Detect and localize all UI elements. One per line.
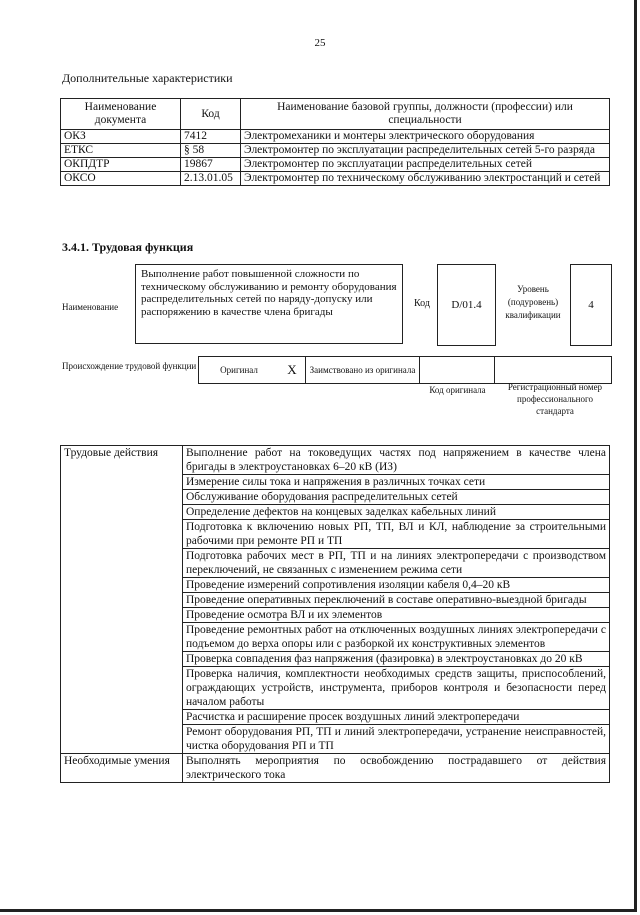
action-item: Проведение оперативных переключений в составе оперативно-выездной бригады <box>183 593 610 608</box>
action-item: Подготовка к включению новых РП, ТП, ВЛ и КЛ, наблюдение за строительными рабочими при ремонте РП и ТП <box>183 520 610 549</box>
level-value: 4 <box>588 299 594 311</box>
action-item: Проведение осмотра ВЛ и их элементов <box>183 608 610 623</box>
table-row <box>61 130 610 144</box>
action-item: Определение дефектов на концевых заделках кабельных линий <box>183 505 610 520</box>
skills-label: Необходимые умения <box>61 754 183 783</box>
original-label: Оригинал <box>220 365 258 375</box>
action-item: Измерение силы тока и напряжения в различных точках сети <box>183 475 610 490</box>
table-row <box>61 144 610 158</box>
cell-name: Электромонтер по эксплуатации распределительных сетей <box>241 158 610 172</box>
cell-document: ОКСО <box>61 172 181 186</box>
action-item: Проверка наличия, комплектности необходимых средств защиты, приспособлений, ограждающих устройств, инструмента, приборов контроля и безопасности перед началом работы <box>183 667 610 710</box>
actions-label: Трудовые действия <box>61 446 183 754</box>
divider <box>494 357 495 383</box>
section-title: 3.4.1. Трудовая функция <box>62 240 194 254</box>
header-group-name: Наименование базовой группы, должности (профессии) или специальности <box>241 99 610 130</box>
header-code: Код <box>181 99 241 130</box>
table-row <box>61 754 610 783</box>
function-name-text: Выполнение работ повышенной сложности по техническому обслуживанию и ремонту оборудования распределительных сетей по наряду-допуску или распоряжению в качестве члена бригады <box>141 268 397 318</box>
action-item: Ремонт оборудования РП, ТП и линий электропередачи, устранение неисправностей, чистка оборудования РП и ТП <box>183 725 610 754</box>
origin-box <box>198 356 612 384</box>
action-item: Проведение ремонтных работ на отключенных воздушных линиях электропередачи с подъемом до верха опоры или с разборкой их конструктивных элементов <box>183 623 610 652</box>
divider <box>419 357 420 383</box>
action-item: Выполнение работ на токоведущих частях под напряжением в качестве члена бригады в электроустановках 6–20 кВ (ИЗ) <box>183 446 610 475</box>
function-name-box <box>135 264 403 344</box>
name-label: Наименование <box>62 302 119 312</box>
cell-name: Электромонтер по эксплуатации распределительных сетей 5-го разряда <box>241 144 610 158</box>
cell-code: 7412 <box>181 130 241 144</box>
header-document: Наименование документа <box>61 99 181 130</box>
code-original-label: Код оригинала <box>429 385 486 395</box>
cell-code: 19867 <box>181 158 241 172</box>
table-header-row <box>61 99 610 130</box>
code-label: Код <box>414 298 430 309</box>
cell-document: ОКПДТР <box>61 158 181 172</box>
reg-number-label: Регистрационный номер профессионального стандарта <box>507 382 603 416</box>
level-label: Уровень (подуровень) квалификации <box>505 284 561 320</box>
level-box <box>570 264 612 346</box>
action-item: Проверка совпадения фаз напряжения (фазировка) в электроустановках до 20 кВ <box>183 652 610 667</box>
origin-label: Происхождение трудовой функции <box>62 361 197 371</box>
cell-code: 2.13.01.05 <box>181 172 241 186</box>
skill-item: Выполнять мероприятия по освобождению пострадавшего от действия электрического тока <box>183 754 610 783</box>
cell-code: § 58 <box>181 144 241 158</box>
action-item: Проведение измерений сопротивления изоляции кабеля 0,4–20 кВ <box>183 578 610 593</box>
code-box <box>437 264 496 346</box>
action-item: Расчистка и расширение просек воздушных линий электропередачи <box>183 710 610 725</box>
labor-actions-table <box>60 445 610 783</box>
page-number: 25 <box>314 37 326 49</box>
table-row <box>61 172 610 186</box>
cell-name: Электромонтер по техническому обслуживанию электростанций и сетей <box>241 172 610 186</box>
action-item: Подготовка рабочих мест в РП, ТП и на линиях электропередачи с производством переключений, не связанных с изменением режима сети <box>183 549 610 578</box>
borrowed-label: Заимствовано из оригинала <box>309 365 416 375</box>
cell-name: Электромеханики и монтеры электрического оборудования <box>241 130 610 144</box>
original-mark: X <box>287 362 297 377</box>
code-value: D/01.4 <box>451 299 482 311</box>
cell-document: ОКЗ <box>61 130 181 144</box>
table-row <box>61 158 610 172</box>
table-row <box>61 446 610 475</box>
cell-document: ЕТКС <box>61 144 181 158</box>
action-item: Обслуживание оборудования распределительных сетей <box>183 490 610 505</box>
characteristics-table <box>60 98 610 186</box>
additional-characteristics-title: Дополнительные характеристики <box>62 71 233 85</box>
